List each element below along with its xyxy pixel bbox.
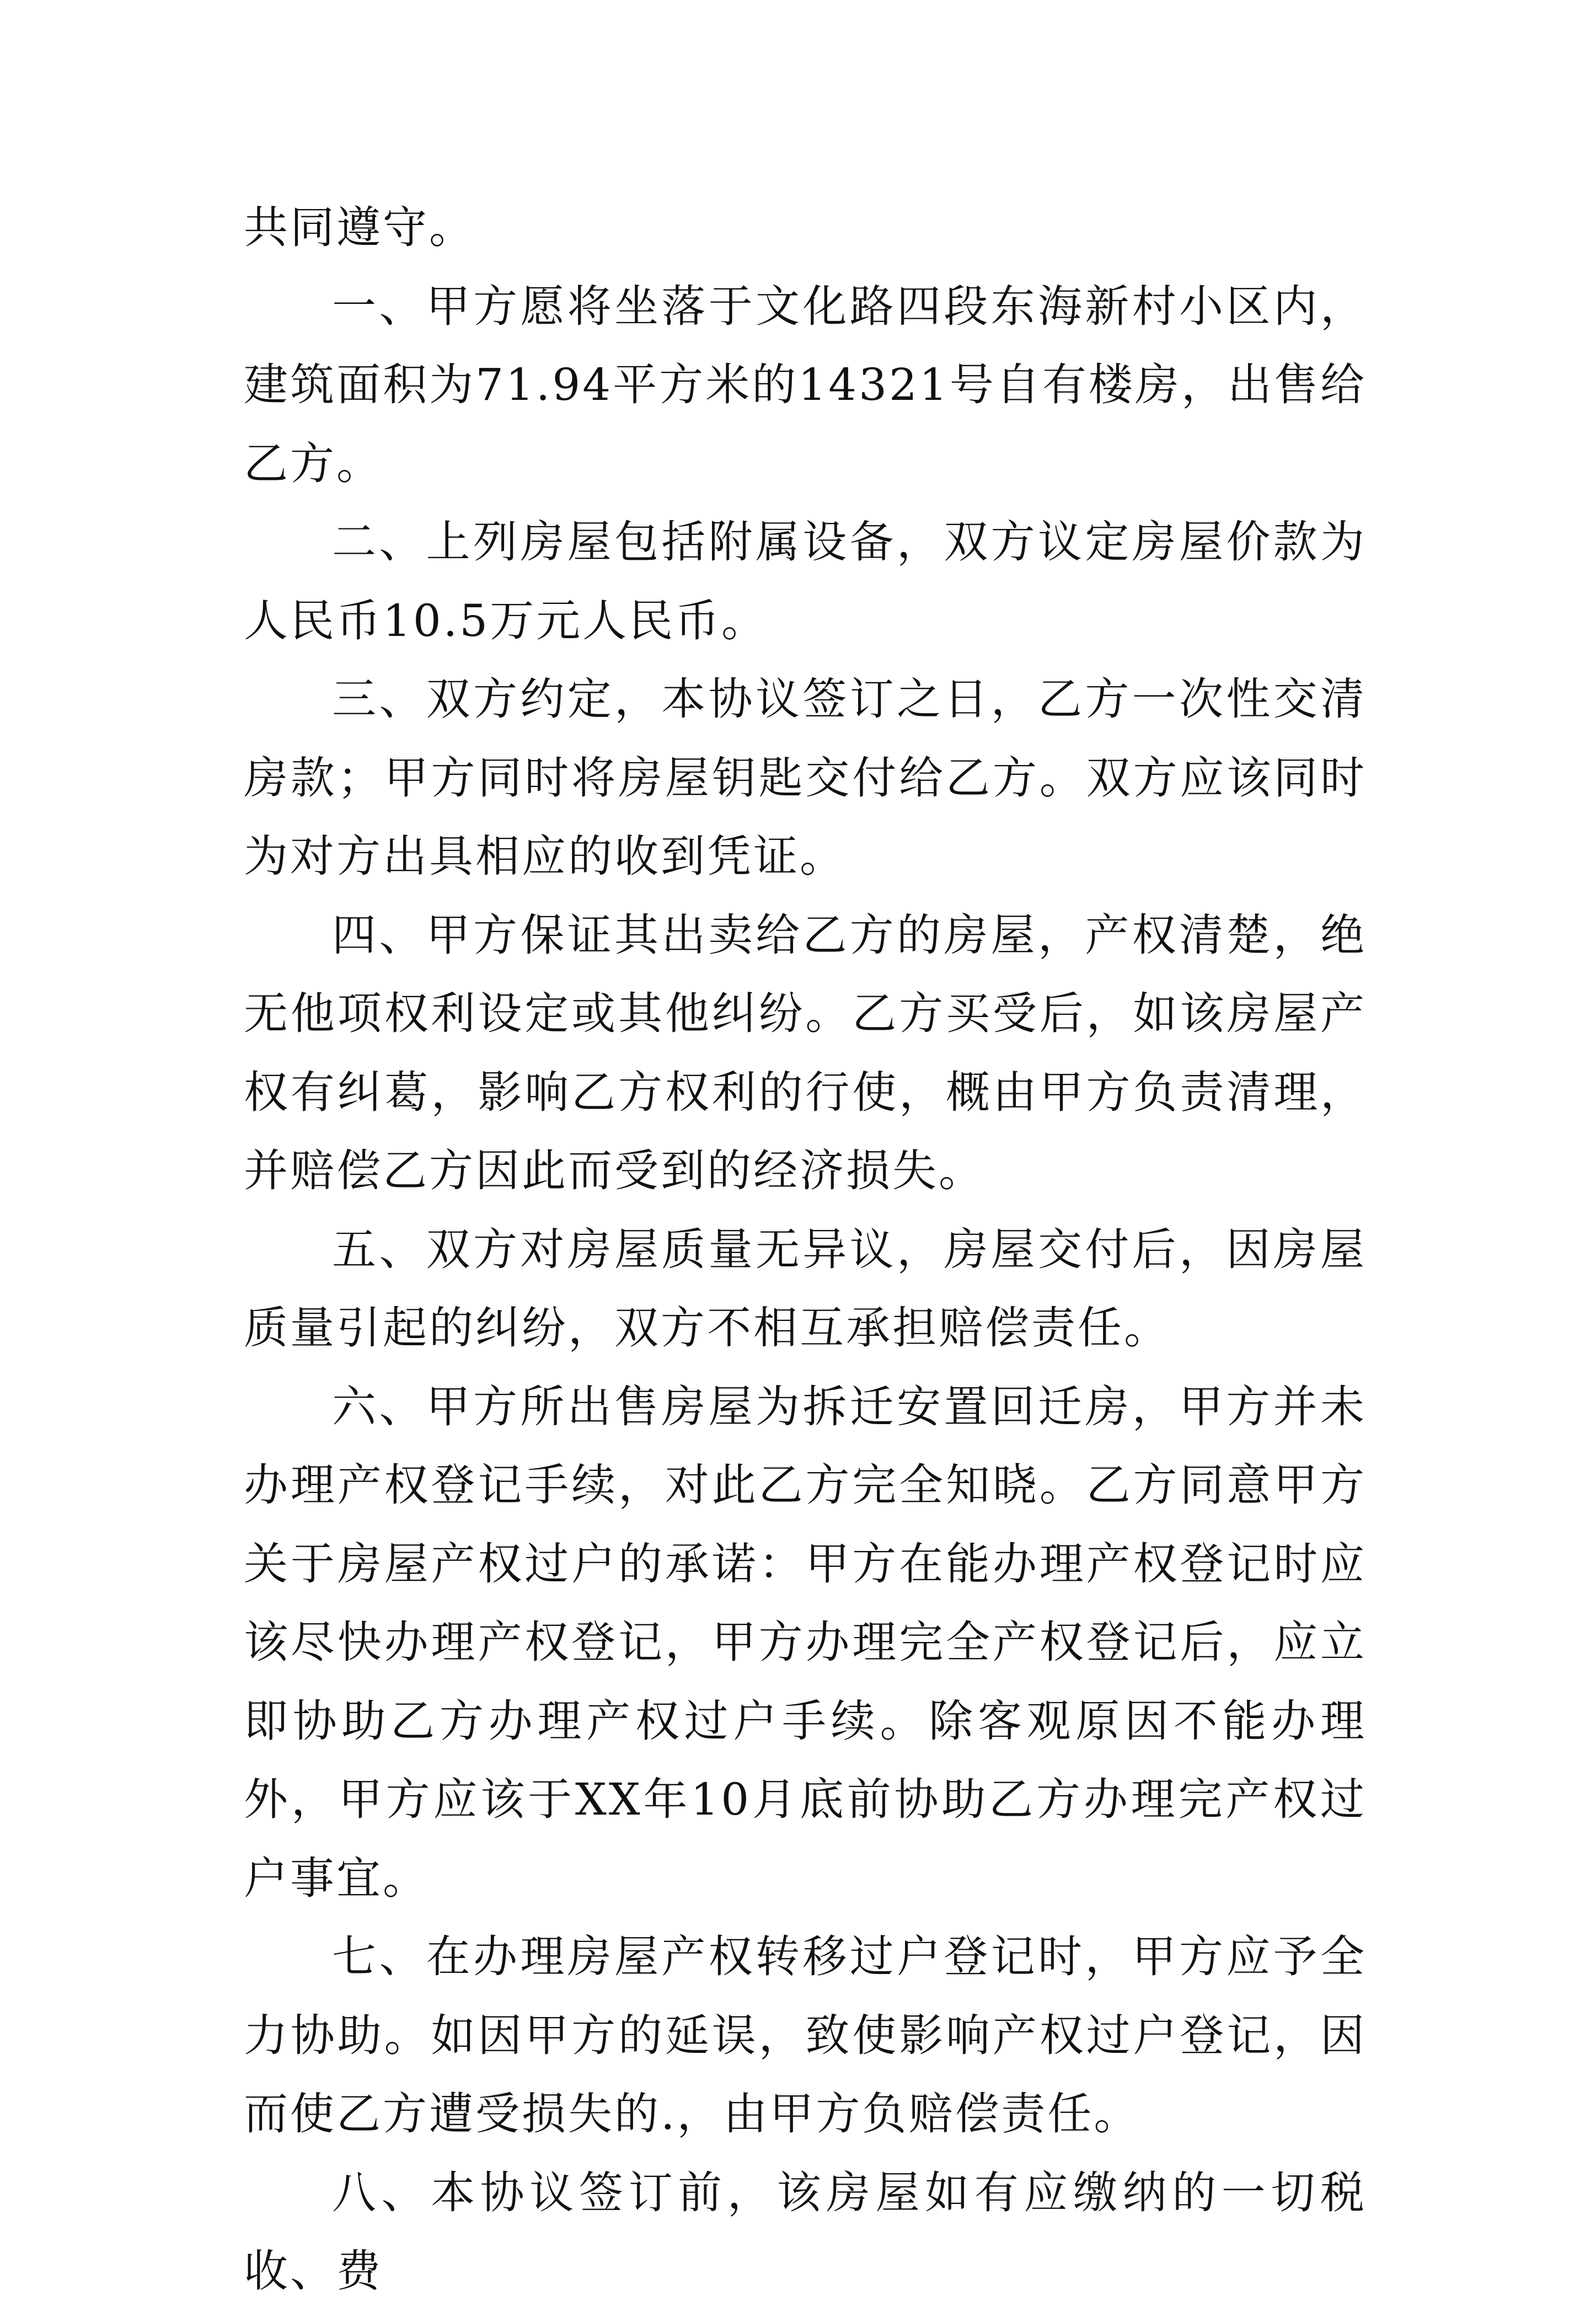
clause-7: 七、在办理房屋产权转移过户登记时，甲方应予全力协助。如因甲方的延误，致使影响产权过户登记，因而使乙方遭受损失的.，由甲方负赔偿责任。	[244, 1931, 1367, 2139]
clause-5: 五、双方对房屋质量无异议，房屋交付后，因房屋质量引起的纠纷，双方不相互承担赔偿责任。	[244, 1223, 1367, 1354]
clause-8: 八、本协议签订前，该房屋如有应缴纳的一切税收、费	[244, 2166, 1367, 2297]
clause-4: 四、甲方保证其出卖给乙方的房屋，产权清楚，绝无他项权利设定或其他纠纷。乙方买受后，如该房屋产权有纠葛，影响乙方权利的行使，概由甲方负责清理，并赔偿乙方因此而受到的经济损失。	[244, 909, 1367, 1196]
paragraph-continuation: 共同遵守。	[244, 202, 475, 253]
contract-body	[244, 189, 1367, 2311]
clause-2: 二、上列房屋包括附属设备，双方议定房屋价款为人民币10.5万元人民币。	[244, 516, 1367, 646]
clause-6: 六、甲方所出售房屋为拆迁安置回迁房，甲方并未办理产权登记手续，对此乙方完全知晓。乙方同意甲方关于房屋产权过户的承诺：甲方在能办理产权登记时应该尽快办理产权登记，甲方办理完全产权登记后，应立即协助乙方办理产权过户手续。除客观原因不能办理外，甲方应该于XX年10月底前协助乙方办理完产权过户事宜。	[244, 1381, 1367, 1904]
clause-3: 三、双方约定，本协议签订之日，乙方一次性交清房款；甲方同时将房屋钥匙交付给乙方。双方应该同时为对方出具相应的收到凭证。	[244, 673, 1367, 882]
clause-1: 一、甲方愿将坐落于文化路四段东海新村小区内，建筑面积为71.94平方米的14321号自有楼房，出售给乙方。	[244, 280, 1367, 489]
